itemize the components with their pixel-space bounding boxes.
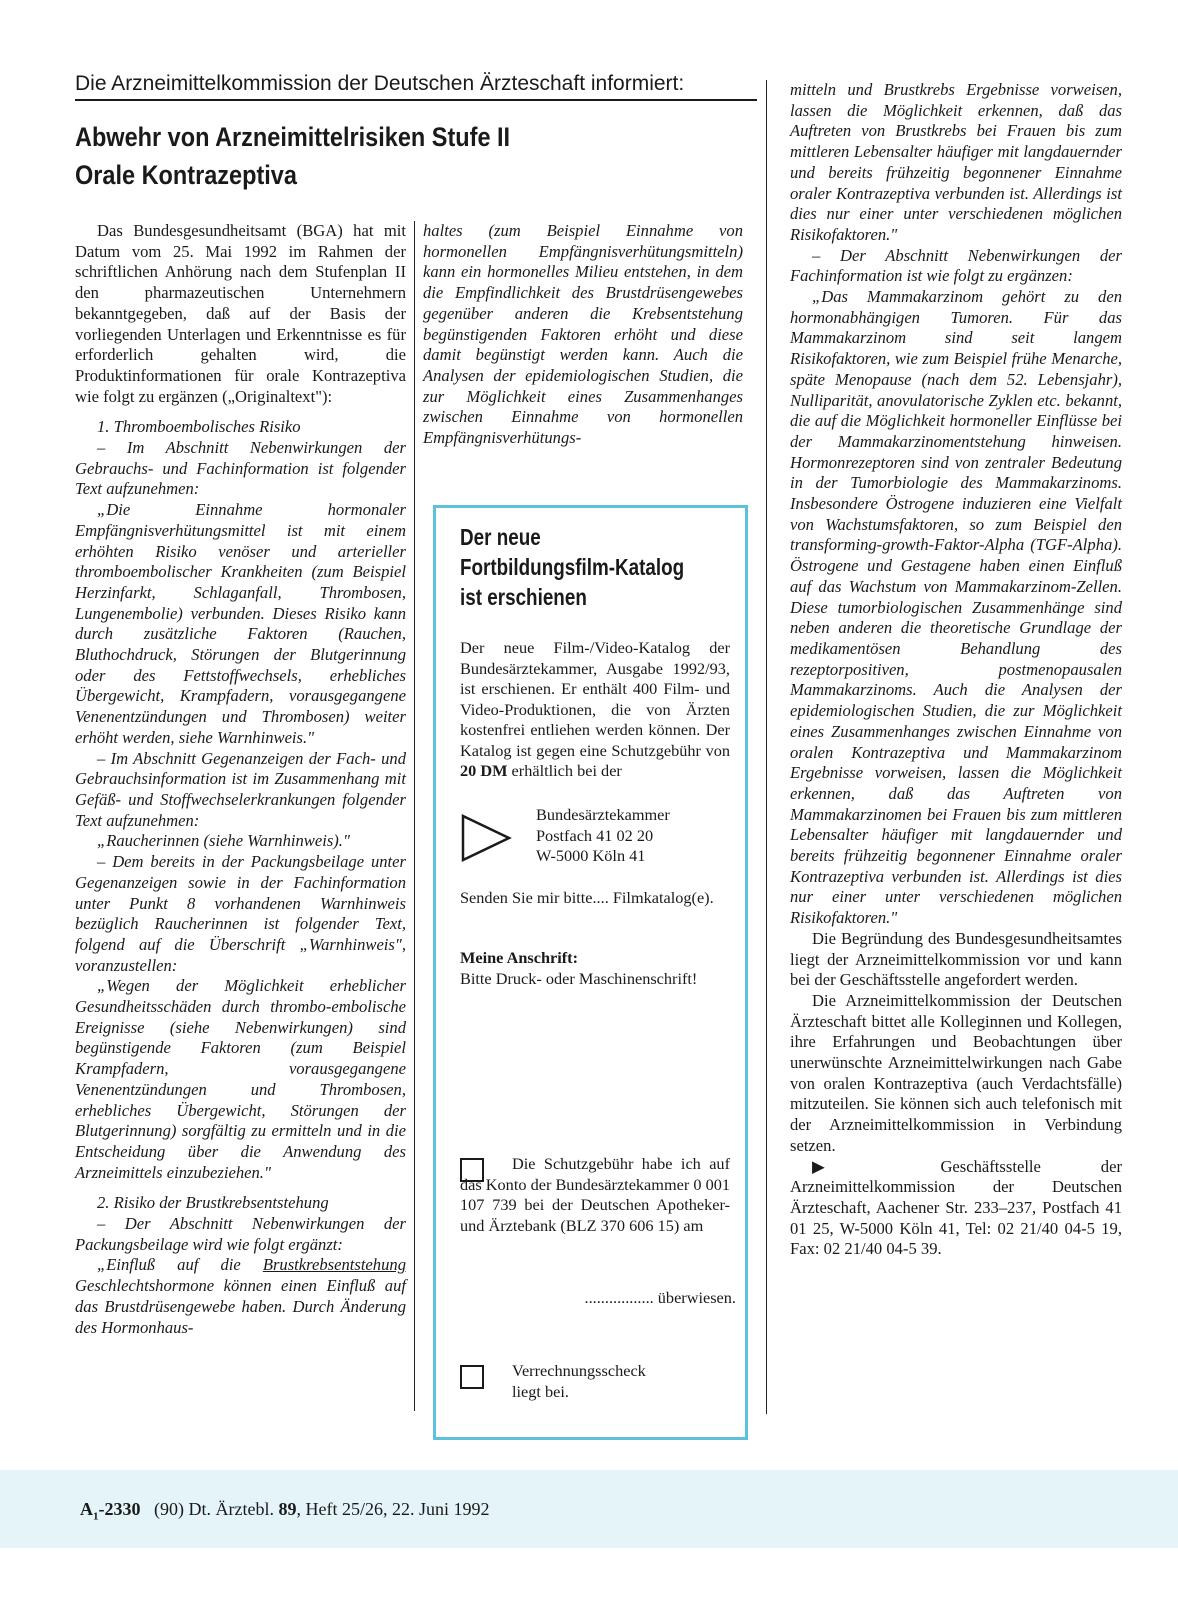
quote-continuation: Geschlechtshormone können einen Einfluß auf das Brustdrüsengewebe haben. Durch Änderung des Hormonhaus- <box>75 1276 406 1337</box>
box-title-line-2: Fortbildungsfilm-Katalog <box>460 554 685 580</box>
volume-number: 89 <box>278 1499 297 1519</box>
transfer-date-line: ................. überwiesen. <box>584 1288 736 1307</box>
triangle-bullet-icon: ▶ <box>812 1156 881 1176</box>
fee-amount: 20 DM <box>460 761 508 780</box>
section-2-quote <box>75 1255 406 1338</box>
title-line-2: Orale Kontrazeptiva <box>75 160 297 190</box>
column-divider-2 <box>766 80 767 1414</box>
intro-paragraph: Das Bundesgesundheitsamt (BGA) hat mit Datum vom 25. Mai 1992 im Rahmen der schriftlichen Anhörung nach dem Stufenplan II den pharmazeutischen Unternehmern bekanntgegeben, daß auf der Basis der vorliegenden Unterlagen und Erkenntnisse es für erforderlich gehalten wird, die Produktinformationen für orale Kontrazeptiva wie folgt zu ergänzen („Originaltext"): <box>75 221 406 406</box>
cheque-label-line: liegt bei. <box>512 1381 569 1401</box>
box-title-line-1: Der neue <box>460 524 541 550</box>
box-title-line-3: ist erschienen <box>460 584 587 610</box>
section-1-heading: 1. Thromboembolisches Risiko <box>97 417 301 437</box>
citation-text: (90) Dt. Ärztebl. <box>154 1499 279 1519</box>
my-address-block <box>460 948 730 989</box>
page-number: -2330 <box>98 1499 141 1519</box>
page-code-sub: 1 <box>93 1510 99 1523</box>
contact-text: Geschäftsstelle der Arzneimittelkommission der Deutschen Ärzteschaft, Aachener Str. 233–237, Postfach 41 01 25, W-5000 Köln 41, Tel: 02 21/40 04-5 19, Fax: 02 21/40 04-5 39. <box>790 1156 1122 1259</box>
address-line: W-5000 Köln 41 <box>536 846 646 865</box>
title-line-1: Abwehr von Arzneimittelrisiken Stufe II <box>75 122 511 152</box>
section-1-quote: „Wegen der Möglichkeit erheblicher Gesundheitsschäden durch thrombo-embolische Ereignisse (siehe Nebenwirkungen) sind begünstigende Faktoren (zum Beispiel Krampfadern, vorausgegangene Venenentzündungen und Thrombosen, erhebliches Übergewicht, Störungen der Blutgerinnung) sorgfältig zu ermitteln und in die Entscheidung über die Anwendung des Arzneimittels einzubeziehen." <box>75 976 406 1182</box>
quote-start: „Einfluß auf die <box>97 1255 263 1275</box>
my-address-instruction: Bitte Druck- oder Maschinenschrift! <box>460 968 698 988</box>
cheque-label-line: Verrechnungsscheck <box>512 1361 646 1380</box>
page-code-letter: A <box>80 1499 93 1519</box>
announcement-text: Der neue Film-/Video-Katalog der Bundesärztekammer, Ausgabe 1992/93, ist erschienen. Er enthält 400 Film- und Video-Produktionen, die von Ärzten kostenfrei entliehen werden können. Der Katalog ist gegen eine Schutzgebühr von <box>460 638 730 760</box>
payment-transfer-checkbox[interactable] <box>460 1158 484 1182</box>
section-2-paragraph: – Der Abschnitt Nebenwirkungen der Packungsbeilage wird wie folgt ergänzt: <box>75 1214 406 1254</box>
page-code <box>80 1499 141 1523</box>
reporting-request-paragraph: Die Arzneimittelkommission der Deutschen Ärzteschaft bittet alle Kolleginnen und Kollegen, ihre Erfahrungen und Beobachtungen über unerwünschte Arzneimittelwirkungen nach Gabe von oralen Kontrazeptiva (auch Verdachtsfälle) mitzuteilen. Sie können sich auch telefonisch mit der Arzneimittelkommission in Verbindung setzen. <box>790 990 1122 1155</box>
cheque-enclosed-label <box>512 1361 646 1402</box>
cheque-enclosed-checkbox[interactable] <box>460 1365 484 1389</box>
column-2 <box>423 221 743 449</box>
address-line: Bundesärztekammer <box>536 805 670 824</box>
column-3-quote: „Das Mammakarzinom gehört zu den hormonabhängigen Tumoren. Für das Mammakarzinom sind seit langem Risikofaktoren, wie zum Beispiel frühe Menarche, späte Menopause (nach dem 52. Lebensjahr), Nulliparität, anovulatorische Zyklen etc. bekannt, die auf die Möglichkeit hormoneller Einflüsse bei der Mammakarzinomentstehung hinweisen. Hormonrezeptoren sind von zentraler Bedeutung in der Tumorbiologie des Mammakarzinoms. Insbesondere Östrogene induzieren eine Vielfalt von Wachstumsfaktoren, so zum Beispiel den transforming-growth-Faktor-Alpha (TGF-Alpha). Östrogene und Gestagene haben einen Einfluß auf das Wachstum von Mammakarzinom-Zellen. Diese tumorbiologischen Zusammenhänge sind neben anderen die theoretische Grundlage der medikamentösen Behandlung des rezeptorpositiven, postmenopausalen Mammakarzinoms. Auch die Analysen der epidemiologischen Studien, die zur Möglichkeit eines Zusammenhanges zwischen Einnahme von oralen Kontrazeptiva und Mammakarzinom Ergebnisse vorweisen, lassen die Möglichkeit erkennen, daß das Auftreten von Mammakarzinomen bei Frauen bis zum mittleren Lebensalter häufiger mit langdauernder und bereits frühzeitig begonnener Einnahme oraler Kontrazeptiva verbunden ist. Allerdings ist dies nur einer unter verschiedenen möglichen Risikofaktoren." <box>790 287 1122 928</box>
arrow-right-icon <box>460 813 512 863</box>
my-address-label: Meine Anschrift: <box>460 948 579 967</box>
box-title <box>460 522 698 612</box>
column-divider-1 <box>414 221 415 1411</box>
box-announcement <box>460 638 730 782</box>
section-1-paragraph: – Im Abschnitt Nebenwirkungen der Gebrauchs- und Fachinformation ist folgender Text aufzunehmen: <box>75 438 406 499</box>
series-kicker: Die Arzneimittelkommission der Deutschen Ärzteschaft informiert: <box>75 70 757 101</box>
column-3-quote: mitteln und Brustkrebs Ergebnisse vorweisen, lassen die Möglichkeit erkennen, daß das Auftreten von Brustkrebs bei Frauen bis zum mittleren Lebensalter häufiger mit langdauernder und bereits frühzeitig begonnener Einnahme oraler Kontrazeptiva verbunden ist. Allerdings ist dies nur einer unter verschiedenen möglichen Risikofaktoren." <box>790 80 1122 244</box>
article-title <box>75 118 668 194</box>
section-1-paragraph: – Dem bereits in der Packungsbeilage unter Gegenanzeigen sowie in der Fachinformation unter Punkt 8 vorhandenen Warnhinweis bezüglich Raucherinnen ist folgender Text, folgend auf die Überschrift „Warnhinweis", voranzustellen: <box>75 852 406 975</box>
underlined-term: Brustkrebsentstehung <box>262 1255 406 1275</box>
catalog-order-box <box>433 505 748 1440</box>
page-footer <box>80 1499 489 1523</box>
payment-transfer-text: Die Schutzgebühr habe ich auf das Konto der Bundesärztekammer 0 001 107 739 bei der Deutschen Apotheker- und Ärztebank (BLZ 370 606 15) am <box>460 1154 730 1235</box>
section-1-quote: „Raucherinnen (siehe Warnhinweis)." <box>97 831 350 851</box>
column-2-text: haltes (zum Beispiel Einnahme von hormonellen Empfängnisverhütungsmitteln) kann ein hormonelles Milieu entstehen, in dem die Empfindlichkeit des Brustdrüsengewebes gegenüber anderen die Krebsentstehung begünstigenden Faktoren erhöht und diese damit begünstigt werden kann. Auch die Analysen der epidemiologischen Studien, die zur Möglichkeit eines Zusammenhanges zwischen Einnahme von hormonellen Empfängnisverhütungs- <box>423 221 743 448</box>
announcement-text-end: erhältlich bei der <box>507 761 622 780</box>
section-1-quote: „Die Einnahme hormonaler Empfängnisverhütungsmittel ist mit einem erhöhten Risiko venöser und arterieller thromboembolischer Krankheiten (zum Beispiel Herzinfarkt, Schlaganfall, Thrombosen, Lungenembolie) verbunden. Dieses Risiko kann durch zusätzliche Faktoren (Rauchen, Bluthochdruck, Störungen der Blutgerinnung oder des Fettstoffwechsels, erhebliches Übergewicht, Krampfadern, vorausgegangene Venenentzündungen und Thrombosen) weiter erhöht werden, siehe Warnhinweis." <box>75 500 406 747</box>
order-request-text: Senden Sie mir bitte.... Filmkatalog(e). <box>460 888 714 907</box>
justification-paragraph: Die Begründung des Bundesgesundheitsamtes liegt der Arzneimittelkommission vor und kann bei der Geschäftsstelle angefordert werden. <box>790 928 1122 990</box>
contact-paragraph <box>790 1157 1122 1261</box>
column-3 <box>790 80 1122 1260</box>
citation-text-end: , Heft 25/26, 22. Juni 1992 <box>296 1499 490 1519</box>
mailing-address <box>536 805 670 867</box>
section-2-heading: 2. Risiko der Brustkrebsentstehung <box>97 1193 329 1213</box>
column-3-paragraph: – Der Abschnitt Nebenwirkungen der Fachinformation ist wie folgt zu ergänzen: <box>790 245 1122 286</box>
column-1 <box>75 221 406 1338</box>
section-1-paragraph: – Im Abschnitt Gegenanzeigen der Fach- und Gebrauchsinformation ist im Zusammenhang mit Gefäß- und Stoffwechselerkrankungen folgender Text aufzunehmen: <box>75 748 406 830</box>
address-line: Postfach 41 02 20 <box>536 825 654 845</box>
